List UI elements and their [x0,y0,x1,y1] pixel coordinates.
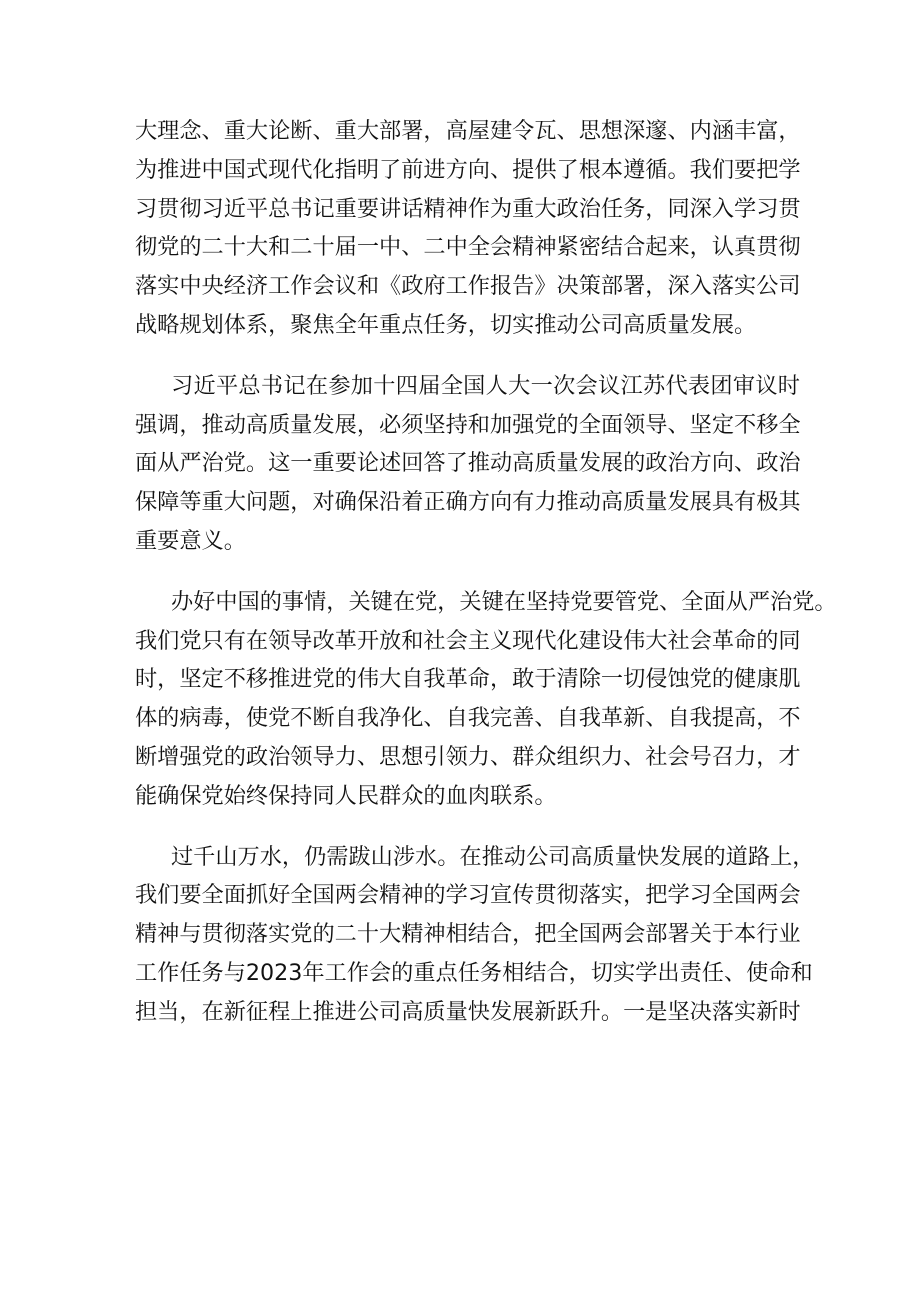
text-line: 办好中国的事情，关键在党，关键在坚持党要管党、全面从严治党。 [171,588,837,615]
text-line: 过千山万水，仍需跋山涉水。在推动公司高质量快发展的道路上， [171,843,815,870]
text-line: 担当，在新征程上推进公司高质量快发展新跃升。一是坚决落实新时 [135,998,801,1025]
text-line: 落实中央经济工作会议和《政府工作报告》决策部署，深入落实公司 [135,273,801,300]
text-line: 时，坚定不移推进党的伟大自我革命，敢于清除一切侵蚀党的健康肌 [135,666,801,693]
text-line: 能确保党始终保持同人民群众的血肉联系。 [135,782,557,809]
text-line: 习近平总书记在参加十四届全国人大一次会议江苏代表团审议时 [171,372,800,399]
text-line: 保障等重大问题，对确保沿着正确方向有力推动高质量发展具有极其 [135,489,801,516]
text-line: 战略规划体系，聚焦全年重点任务，切实推动公司高质量发展。 [135,311,757,338]
text-line: 精神与贯彻落实党的二十大精神相结合，把全国两会部署关于本行业 [135,921,801,948]
text-line: 重要意义。 [135,527,246,554]
text-line: 为推进中国式现代化指明了前进方向、提供了根本遵循。我们要把学 [135,156,801,183]
paragraph-gap [135,561,800,583]
text-line: 断增强党的政治领导力、思想引领力、群众组织力、社会号召力，才 [135,743,801,770]
text-line: 我们要全面抓好全国两会精神的学习宣传贯彻落实，把学习全国两会 [135,882,801,909]
text-line: 我们党只有在领导改革开放和社会主义现代化建设伟大社会革命的同 [135,627,801,654]
paragraph-gap [135,345,800,367]
paragraph-3 [135,583,837,816]
text-line: 工作任务与2023年工作会的重点任务相结合，切实学出责任、使命和 [135,959,813,986]
text-line: 强调，推动高质量发展，必须坚持和加强党的全面领导、坚定不移全 [135,411,801,438]
text-line: 体的病毒，使党不断自我净化、自我完善、自我革新、自我提高，不 [135,705,801,732]
body-text [135,112,837,1032]
text-line: 彻党的二十大和二十届一中、二中全会精神紧密结合起来，认真贯彻 [135,234,801,261]
paragraph-4 [135,838,815,1032]
text-line: 面从严治党。这一重要论述回答了推动高质量发展的政治方向、政治 [135,450,801,477]
text-line: 大理念、重大论断、重大部署，高屋建令瓦、思想深邃、内涵丰富， [135,118,801,144]
paragraph-1 [135,112,800,345]
paragraph-2 [135,367,800,561]
text-line: 习贯彻习近平总书记重要讲话精神作为重大政治任务，同深入学习贯 [135,195,801,222]
paragraph-gap [135,816,800,838]
